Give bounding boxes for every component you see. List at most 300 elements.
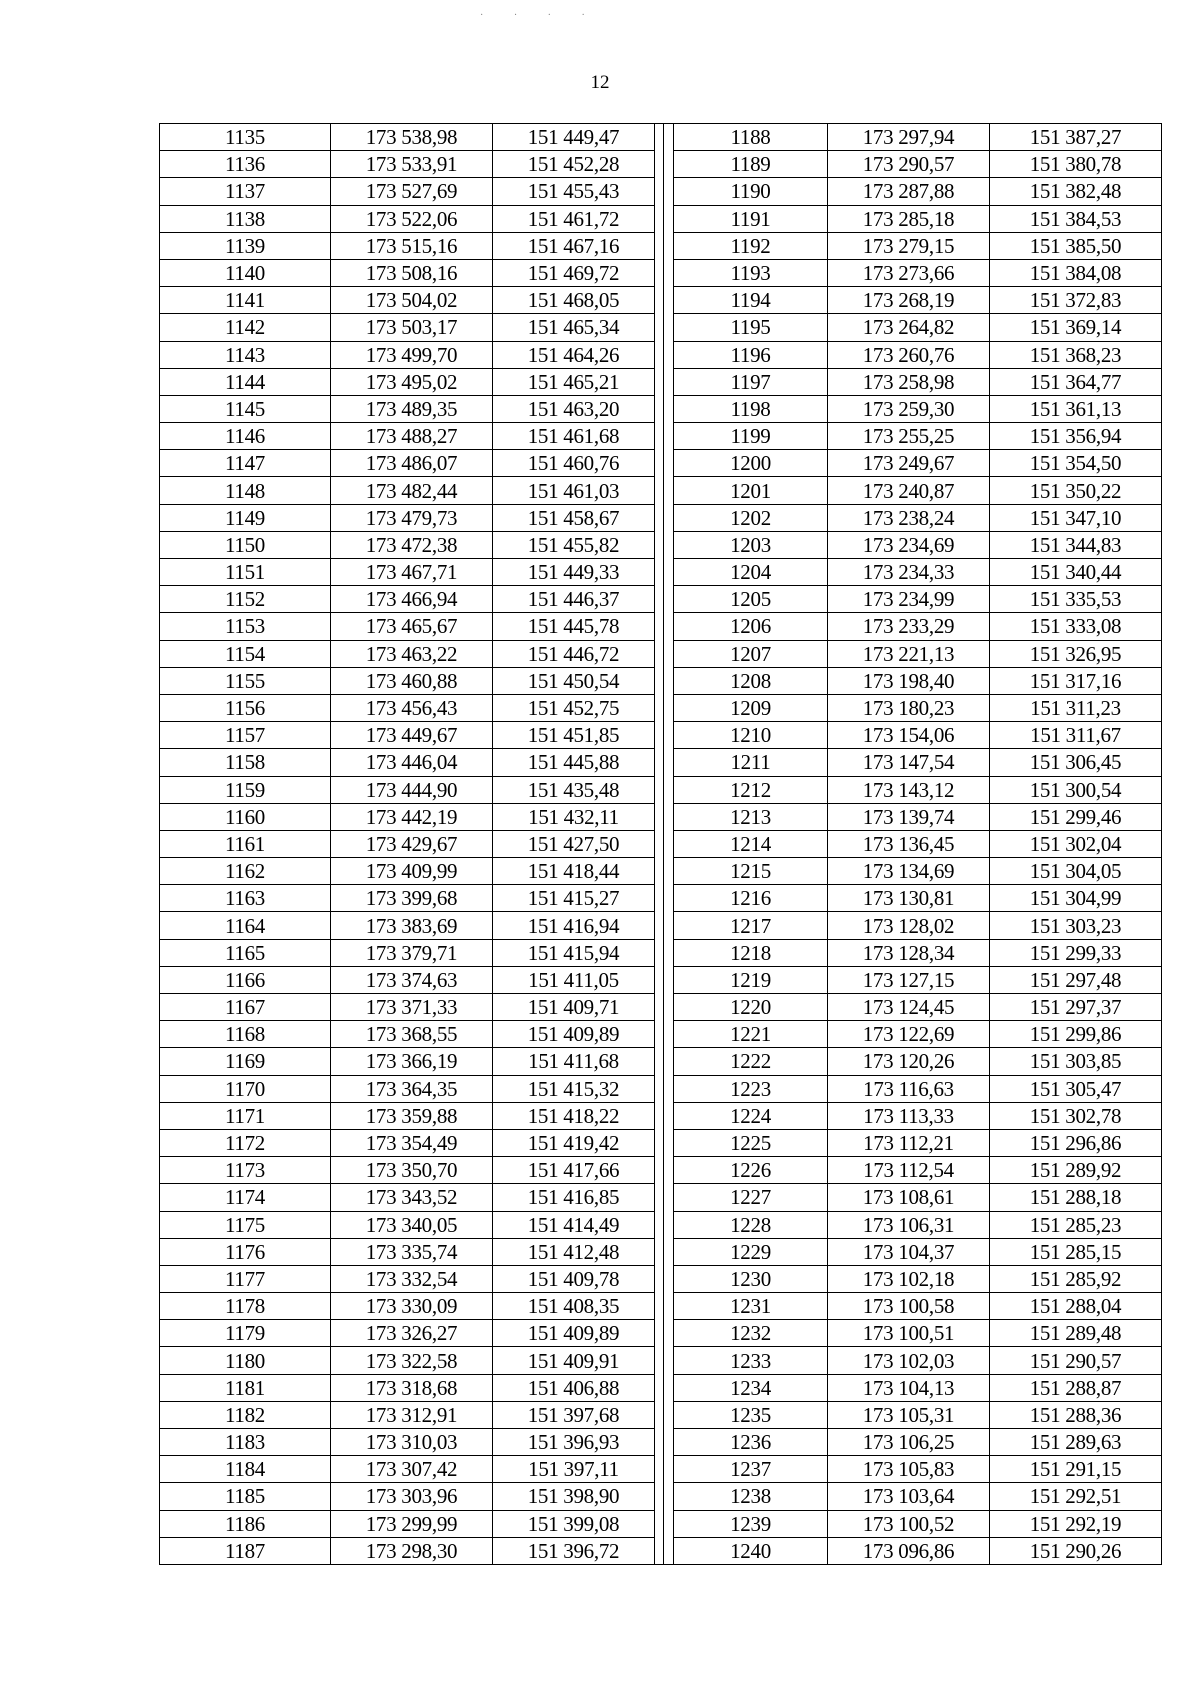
x-coordinate-left: 173 409,99 <box>331 858 493 885</box>
x-coordinate-left: 173 399,68 <box>331 885 493 912</box>
y-coordinate-left: 151 418,44 <box>493 858 655 885</box>
x-coordinate-right: 173 198,40 <box>828 667 990 694</box>
column-divider <box>655 912 674 939</box>
point-number-right: 1212 <box>674 776 828 803</box>
point-number-left: 1140 <box>160 259 331 286</box>
table-row <box>160 1537 1162 1564</box>
x-coordinate-left: 173 359,88 <box>331 1102 493 1129</box>
column-divider <box>655 1374 674 1401</box>
column-divider <box>655 314 674 341</box>
column-divider <box>655 1429 674 1456</box>
x-coordinate-left: 173 299,99 <box>331 1510 493 1537</box>
point-number-left: 1158 <box>160 749 331 776</box>
point-number-right: 1217 <box>674 912 828 939</box>
x-coordinate-left: 173 489,35 <box>331 395 493 422</box>
y-coordinate-right: 151 305,47 <box>990 1075 1162 1102</box>
y-coordinate-right: 151 356,94 <box>990 423 1162 450</box>
x-coordinate-left: 173 354,49 <box>331 1129 493 1156</box>
y-coordinate-left: 151 418,22 <box>493 1102 655 1129</box>
point-number-left: 1167 <box>160 994 331 1021</box>
point-number-right: 1191 <box>674 205 828 232</box>
table-row <box>160 1510 1162 1537</box>
y-coordinate-right: 151 387,27 <box>990 124 1162 151</box>
column-divider <box>655 776 674 803</box>
y-coordinate-left: 151 409,89 <box>493 1021 655 1048</box>
point-number-right: 1222 <box>674 1048 828 1075</box>
x-coordinate-left: 173 383,69 <box>331 912 493 939</box>
y-coordinate-left: 151 419,42 <box>493 1129 655 1156</box>
y-coordinate-right: 151 364,77 <box>990 368 1162 395</box>
point-number-left: 1171 <box>160 1102 331 1129</box>
x-coordinate-right: 173 249,67 <box>828 450 990 477</box>
y-coordinate-right: 151 382,48 <box>990 178 1162 205</box>
y-coordinate-left: 151 416,85 <box>493 1184 655 1211</box>
x-coordinate-left: 173 533,91 <box>331 151 493 178</box>
column-divider <box>655 1293 674 1320</box>
coordinates-table <box>159 123 1162 1565</box>
x-coordinate-left: 173 479,73 <box>331 504 493 531</box>
y-coordinate-right: 151 304,05 <box>990 858 1162 885</box>
y-coordinate-left: 151 446,37 <box>493 586 655 613</box>
y-coordinate-left: 151 452,28 <box>493 151 655 178</box>
y-coordinate-right: 151 285,92 <box>990 1265 1162 1292</box>
table-row <box>160 1211 1162 1238</box>
column-divider <box>655 939 674 966</box>
point-number-right: 1221 <box>674 1021 828 1048</box>
y-coordinate-right: 151 361,13 <box>990 395 1162 422</box>
point-number-left: 1163 <box>160 885 331 912</box>
column-divider <box>655 1102 674 1129</box>
point-number-right: 1239 <box>674 1510 828 1537</box>
y-coordinate-left: 151 452,75 <box>493 694 655 721</box>
table-row <box>160 722 1162 749</box>
x-coordinate-right: 173 273,66 <box>828 259 990 286</box>
y-coordinate-left: 151 432,11 <box>493 803 655 830</box>
point-number-right: 1196 <box>674 341 828 368</box>
x-coordinate-right: 173 102,03 <box>828 1347 990 1374</box>
point-number-left: 1169 <box>160 1048 331 1075</box>
table-row <box>160 1374 1162 1401</box>
point-number-left: 1161 <box>160 830 331 857</box>
y-coordinate-right: 151 303,23 <box>990 912 1162 939</box>
x-coordinate-left: 173 374,63 <box>331 966 493 993</box>
x-coordinate-left: 173 456,43 <box>331 694 493 721</box>
x-coordinate-left: 173 340,05 <box>331 1211 493 1238</box>
x-coordinate-right: 173 127,15 <box>828 966 990 993</box>
x-coordinate-right: 173 120,26 <box>828 1048 990 1075</box>
point-number-right: 1235 <box>674 1401 828 1428</box>
column-divider <box>655 531 674 558</box>
table-row <box>160 667 1162 694</box>
point-number-left: 1181 <box>160 1374 331 1401</box>
x-coordinate-left: 173 466,94 <box>331 586 493 613</box>
x-coordinate-right: 173 128,34 <box>828 939 990 966</box>
x-coordinate-right: 173 234,99 <box>828 586 990 613</box>
y-coordinate-left: 151 409,71 <box>493 994 655 1021</box>
x-coordinate-left: 173 366,19 <box>331 1048 493 1075</box>
y-coordinate-left: 151 449,47 <box>493 124 655 151</box>
column-divider <box>655 1075 674 1102</box>
point-number-left: 1147 <box>160 450 331 477</box>
point-number-left: 1152 <box>160 586 331 613</box>
column-divider <box>655 1347 674 1374</box>
x-coordinate-right: 173 147,54 <box>828 749 990 776</box>
column-divider <box>655 1157 674 1184</box>
point-number-right: 1219 <box>674 966 828 993</box>
table-row <box>160 341 1162 368</box>
x-coordinate-left: 173 350,70 <box>331 1157 493 1184</box>
y-coordinate-right: 151 333,08 <box>990 613 1162 640</box>
table-row <box>160 830 1162 857</box>
column-divider <box>655 124 674 151</box>
table-row <box>160 803 1162 830</box>
x-coordinate-right: 173 122,69 <box>828 1021 990 1048</box>
column-divider <box>655 830 674 857</box>
y-coordinate-right: 151 384,53 <box>990 205 1162 232</box>
y-coordinate-left: 151 455,43 <box>493 178 655 205</box>
x-coordinate-left: 173 527,69 <box>331 178 493 205</box>
y-coordinate-left: 151 461,03 <box>493 477 655 504</box>
y-coordinate-left: 151 461,72 <box>493 205 655 232</box>
x-coordinate-right: 173 100,52 <box>828 1510 990 1537</box>
y-coordinate-right: 151 292,51 <box>990 1483 1162 1510</box>
x-coordinate-right: 173 297,94 <box>828 124 990 151</box>
point-number-right: 1201 <box>674 477 828 504</box>
y-coordinate-right: 151 380,78 <box>990 151 1162 178</box>
point-number-left: 1176 <box>160 1238 331 1265</box>
point-number-right: 1214 <box>674 830 828 857</box>
point-number-left: 1141 <box>160 287 331 314</box>
point-number-left: 1183 <box>160 1429 331 1456</box>
point-number-right: 1234 <box>674 1374 828 1401</box>
table-row <box>160 1320 1162 1347</box>
point-number-left: 1142 <box>160 314 331 341</box>
y-coordinate-left: 151 417,66 <box>493 1157 655 1184</box>
y-coordinate-right: 151 292,19 <box>990 1510 1162 1537</box>
y-coordinate-left: 151 415,27 <box>493 885 655 912</box>
table-row <box>160 504 1162 531</box>
x-coordinate-left: 173 465,67 <box>331 613 493 640</box>
point-number-left: 1173 <box>160 1157 331 1184</box>
page-number: 12 <box>590 72 610 93</box>
x-coordinate-right: 173 105,31 <box>828 1401 990 1428</box>
table-row <box>160 1238 1162 1265</box>
column-divider <box>655 1265 674 1292</box>
y-coordinate-left: 151 469,72 <box>493 259 655 286</box>
point-number-right: 1200 <box>674 450 828 477</box>
column-divider <box>655 395 674 422</box>
table-row <box>160 1483 1162 1510</box>
point-number-left: 1150 <box>160 531 331 558</box>
point-number-left: 1156 <box>160 694 331 721</box>
y-coordinate-left: 151 415,94 <box>493 939 655 966</box>
column-divider <box>655 694 674 721</box>
x-coordinate-left: 173 460,88 <box>331 667 493 694</box>
y-coordinate-right: 151 299,46 <box>990 803 1162 830</box>
x-coordinate-left: 173 371,33 <box>331 994 493 1021</box>
x-coordinate-right: 173 136,45 <box>828 830 990 857</box>
y-coordinate-left: 151 455,82 <box>493 531 655 558</box>
x-coordinate-right: 173 103,64 <box>828 1483 990 1510</box>
table-row <box>160 151 1162 178</box>
x-coordinate-left: 173 322,58 <box>331 1347 493 1374</box>
x-coordinate-left: 173 379,71 <box>331 939 493 966</box>
column-divider <box>655 613 674 640</box>
point-number-left: 1136 <box>160 151 331 178</box>
table-row <box>160 994 1162 1021</box>
x-coordinate-left: 173 318,68 <box>331 1374 493 1401</box>
point-number-right: 1203 <box>674 531 828 558</box>
column-divider <box>655 640 674 667</box>
point-number-left: 1143 <box>160 341 331 368</box>
scan-noise: · · · · <box>480 10 599 21</box>
y-coordinate-left: 151 464,26 <box>493 341 655 368</box>
x-coordinate-right: 173 154,06 <box>828 722 990 749</box>
y-coordinate-left: 151 409,91 <box>493 1347 655 1374</box>
y-coordinate-left: 151 398,90 <box>493 1483 655 1510</box>
y-coordinate-left: 151 449,33 <box>493 559 655 586</box>
column-divider <box>655 1211 674 1238</box>
table-row <box>160 966 1162 993</box>
y-coordinate-left: 151 467,16 <box>493 232 655 259</box>
point-number-left: 1151 <box>160 559 331 586</box>
x-coordinate-right: 173 259,30 <box>828 395 990 422</box>
y-coordinate-left: 151 399,08 <box>493 1510 655 1537</box>
column-divider <box>655 667 674 694</box>
y-coordinate-right: 151 350,22 <box>990 477 1162 504</box>
x-coordinate-left: 173 446,04 <box>331 749 493 776</box>
column-divider <box>655 586 674 613</box>
table-row <box>160 559 1162 586</box>
x-coordinate-left: 173 463,22 <box>331 640 493 667</box>
x-coordinate-left: 173 503,17 <box>331 314 493 341</box>
point-number-right: 1188 <box>674 124 828 151</box>
y-coordinate-left: 151 412,48 <box>493 1238 655 1265</box>
point-number-left: 1165 <box>160 939 331 966</box>
y-coordinate-right: 151 289,63 <box>990 1429 1162 1456</box>
point-number-left: 1172 <box>160 1129 331 1156</box>
column-divider <box>655 1401 674 1428</box>
column-divider <box>655 994 674 1021</box>
column-divider <box>655 341 674 368</box>
y-coordinate-right: 151 290,57 <box>990 1347 1162 1374</box>
point-number-right: 1232 <box>674 1320 828 1347</box>
y-coordinate-left: 151 451,85 <box>493 722 655 749</box>
x-coordinate-right: 173 233,29 <box>828 613 990 640</box>
x-coordinate-right: 173 240,87 <box>828 477 990 504</box>
x-coordinate-right: 173 112,21 <box>828 1129 990 1156</box>
y-coordinate-right: 151 290,26 <box>990 1537 1162 1564</box>
point-number-left: 1177 <box>160 1265 331 1292</box>
table-row <box>160 1048 1162 1075</box>
y-coordinate-left: 151 465,21 <box>493 368 655 395</box>
point-number-right: 1192 <box>674 232 828 259</box>
x-coordinate-right: 173 139,74 <box>828 803 990 830</box>
point-number-right: 1210 <box>674 722 828 749</box>
point-number-left: 1139 <box>160 232 331 259</box>
x-coordinate-left: 173 472,38 <box>331 531 493 558</box>
point-number-left: 1178 <box>160 1293 331 1320</box>
table-row <box>160 259 1162 286</box>
y-coordinate-right: 151 302,78 <box>990 1102 1162 1129</box>
table-row <box>160 178 1162 205</box>
x-coordinate-right: 173 268,19 <box>828 287 990 314</box>
point-number-left: 1187 <box>160 1537 331 1564</box>
table-row <box>160 423 1162 450</box>
y-coordinate-right: 151 317,16 <box>990 667 1162 694</box>
x-coordinate-right: 173 100,51 <box>828 1320 990 1347</box>
table-row <box>160 287 1162 314</box>
y-coordinate-right: 151 340,44 <box>990 559 1162 586</box>
column-divider <box>655 504 674 531</box>
x-coordinate-right: 173 134,69 <box>828 858 990 885</box>
point-number-left: 1148 <box>160 477 331 504</box>
y-coordinate-left: 151 415,32 <box>493 1075 655 1102</box>
table-row <box>160 314 1162 341</box>
x-coordinate-right: 173 238,24 <box>828 504 990 531</box>
y-coordinate-left: 151 435,48 <box>493 776 655 803</box>
y-coordinate-right: 151 368,23 <box>990 341 1162 368</box>
point-number-right: 1204 <box>674 559 828 586</box>
table-row <box>160 776 1162 803</box>
y-coordinate-right: 151 288,18 <box>990 1184 1162 1211</box>
x-coordinate-left: 173 298,30 <box>331 1537 493 1564</box>
table-row <box>160 640 1162 667</box>
table-row <box>160 1401 1162 1428</box>
y-coordinate-left: 151 463,20 <box>493 395 655 422</box>
column-divider <box>655 559 674 586</box>
y-coordinate-right: 151 288,87 <box>990 1374 1162 1401</box>
table-row <box>160 858 1162 885</box>
y-coordinate-right: 151 297,37 <box>990 994 1162 1021</box>
y-coordinate-left: 151 397,11 <box>493 1456 655 1483</box>
x-coordinate-right: 173 104,13 <box>828 1374 990 1401</box>
x-coordinate-right: 173 234,69 <box>828 531 990 558</box>
y-coordinate-left: 151 446,72 <box>493 640 655 667</box>
y-coordinate-right: 151 302,04 <box>990 830 1162 857</box>
y-coordinate-right: 151 306,45 <box>990 749 1162 776</box>
x-coordinate-left: 173 522,06 <box>331 205 493 232</box>
x-coordinate-left: 173 343,52 <box>331 1184 493 1211</box>
y-coordinate-left: 151 416,94 <box>493 912 655 939</box>
point-number-right: 1229 <box>674 1238 828 1265</box>
table-row <box>160 205 1162 232</box>
table-row <box>160 694 1162 721</box>
point-number-right: 1215 <box>674 858 828 885</box>
x-coordinate-right: 173 255,25 <box>828 423 990 450</box>
table-row <box>160 1102 1162 1129</box>
point-number-left: 1166 <box>160 966 331 993</box>
table-row <box>160 124 1162 151</box>
point-number-right: 1198 <box>674 395 828 422</box>
point-number-right: 1238 <box>674 1483 828 1510</box>
y-coordinate-right: 151 288,36 <box>990 1401 1162 1428</box>
y-coordinate-left: 151 411,05 <box>493 966 655 993</box>
y-coordinate-left: 151 427,50 <box>493 830 655 857</box>
y-coordinate-right: 151 311,23 <box>990 694 1162 721</box>
point-number-right: 1236 <box>674 1429 828 1456</box>
x-coordinate-left: 173 499,70 <box>331 341 493 368</box>
table-row <box>160 395 1162 422</box>
point-number-left: 1164 <box>160 912 331 939</box>
table-row <box>160 885 1162 912</box>
point-number-left: 1180 <box>160 1347 331 1374</box>
x-coordinate-left: 173 332,54 <box>331 1265 493 1292</box>
x-coordinate-left: 173 495,02 <box>331 368 493 395</box>
y-coordinate-right: 151 372,83 <box>990 287 1162 314</box>
x-coordinate-right: 173 234,33 <box>828 559 990 586</box>
x-coordinate-left: 173 368,55 <box>331 1021 493 1048</box>
y-coordinate-left: 151 445,78 <box>493 613 655 640</box>
point-number-right: 1193 <box>674 259 828 286</box>
x-coordinate-right: 173 096,86 <box>828 1537 990 1564</box>
point-number-left: 1153 <box>160 613 331 640</box>
y-coordinate-left: 151 450,54 <box>493 667 655 694</box>
y-coordinate-right: 151 289,92 <box>990 1157 1162 1184</box>
y-coordinate-left: 151 409,78 <box>493 1265 655 1292</box>
point-number-right: 1240 <box>674 1537 828 1564</box>
y-coordinate-right: 151 304,99 <box>990 885 1162 912</box>
column-divider <box>655 423 674 450</box>
y-coordinate-left: 151 468,05 <box>493 287 655 314</box>
y-coordinate-left: 151 406,88 <box>493 1374 655 1401</box>
y-coordinate-right: 151 335,53 <box>990 586 1162 613</box>
column-divider <box>655 1184 674 1211</box>
y-coordinate-left: 151 445,88 <box>493 749 655 776</box>
column-divider <box>655 1320 674 1347</box>
column-divider <box>655 1048 674 1075</box>
column-divider <box>655 1510 674 1537</box>
point-number-right: 1197 <box>674 368 828 395</box>
point-number-left: 1155 <box>160 667 331 694</box>
point-number-right: 1189 <box>674 151 828 178</box>
point-number-left: 1174 <box>160 1184 331 1211</box>
table-row <box>160 749 1162 776</box>
x-coordinate-left: 173 515,16 <box>331 232 493 259</box>
y-coordinate-left: 151 396,72 <box>493 1537 655 1564</box>
y-coordinate-right: 151 299,33 <box>990 939 1162 966</box>
y-coordinate-right: 151 344,83 <box>990 531 1162 558</box>
table-row <box>160 1429 1162 1456</box>
y-coordinate-left: 151 461,68 <box>493 423 655 450</box>
x-coordinate-left: 173 488,27 <box>331 423 493 450</box>
point-number-left: 1182 <box>160 1401 331 1428</box>
y-coordinate-left: 151 465,34 <box>493 314 655 341</box>
table-row <box>160 1075 1162 1102</box>
point-number-right: 1230 <box>674 1265 828 1292</box>
point-number-right: 1194 <box>674 287 828 314</box>
point-number-left: 1137 <box>160 178 331 205</box>
x-coordinate-right: 173 130,81 <box>828 885 990 912</box>
point-number-left: 1159 <box>160 776 331 803</box>
x-coordinate-right: 173 279,15 <box>828 232 990 259</box>
point-number-right: 1220 <box>674 994 828 1021</box>
point-number-left: 1138 <box>160 205 331 232</box>
point-number-left: 1186 <box>160 1510 331 1537</box>
point-number-right: 1231 <box>674 1293 828 1320</box>
table-row <box>160 368 1162 395</box>
y-coordinate-left: 151 409,89 <box>493 1320 655 1347</box>
column-divider <box>655 1129 674 1156</box>
y-coordinate-right: 151 288,04 <box>990 1293 1162 1320</box>
x-coordinate-right: 173 221,13 <box>828 640 990 667</box>
x-coordinate-left: 173 467,71 <box>331 559 493 586</box>
column-divider <box>655 1483 674 1510</box>
x-coordinate-left: 173 326,27 <box>331 1320 493 1347</box>
x-coordinate-right: 173 143,12 <box>828 776 990 803</box>
point-number-right: 1213 <box>674 803 828 830</box>
x-coordinate-left: 173 482,44 <box>331 477 493 504</box>
